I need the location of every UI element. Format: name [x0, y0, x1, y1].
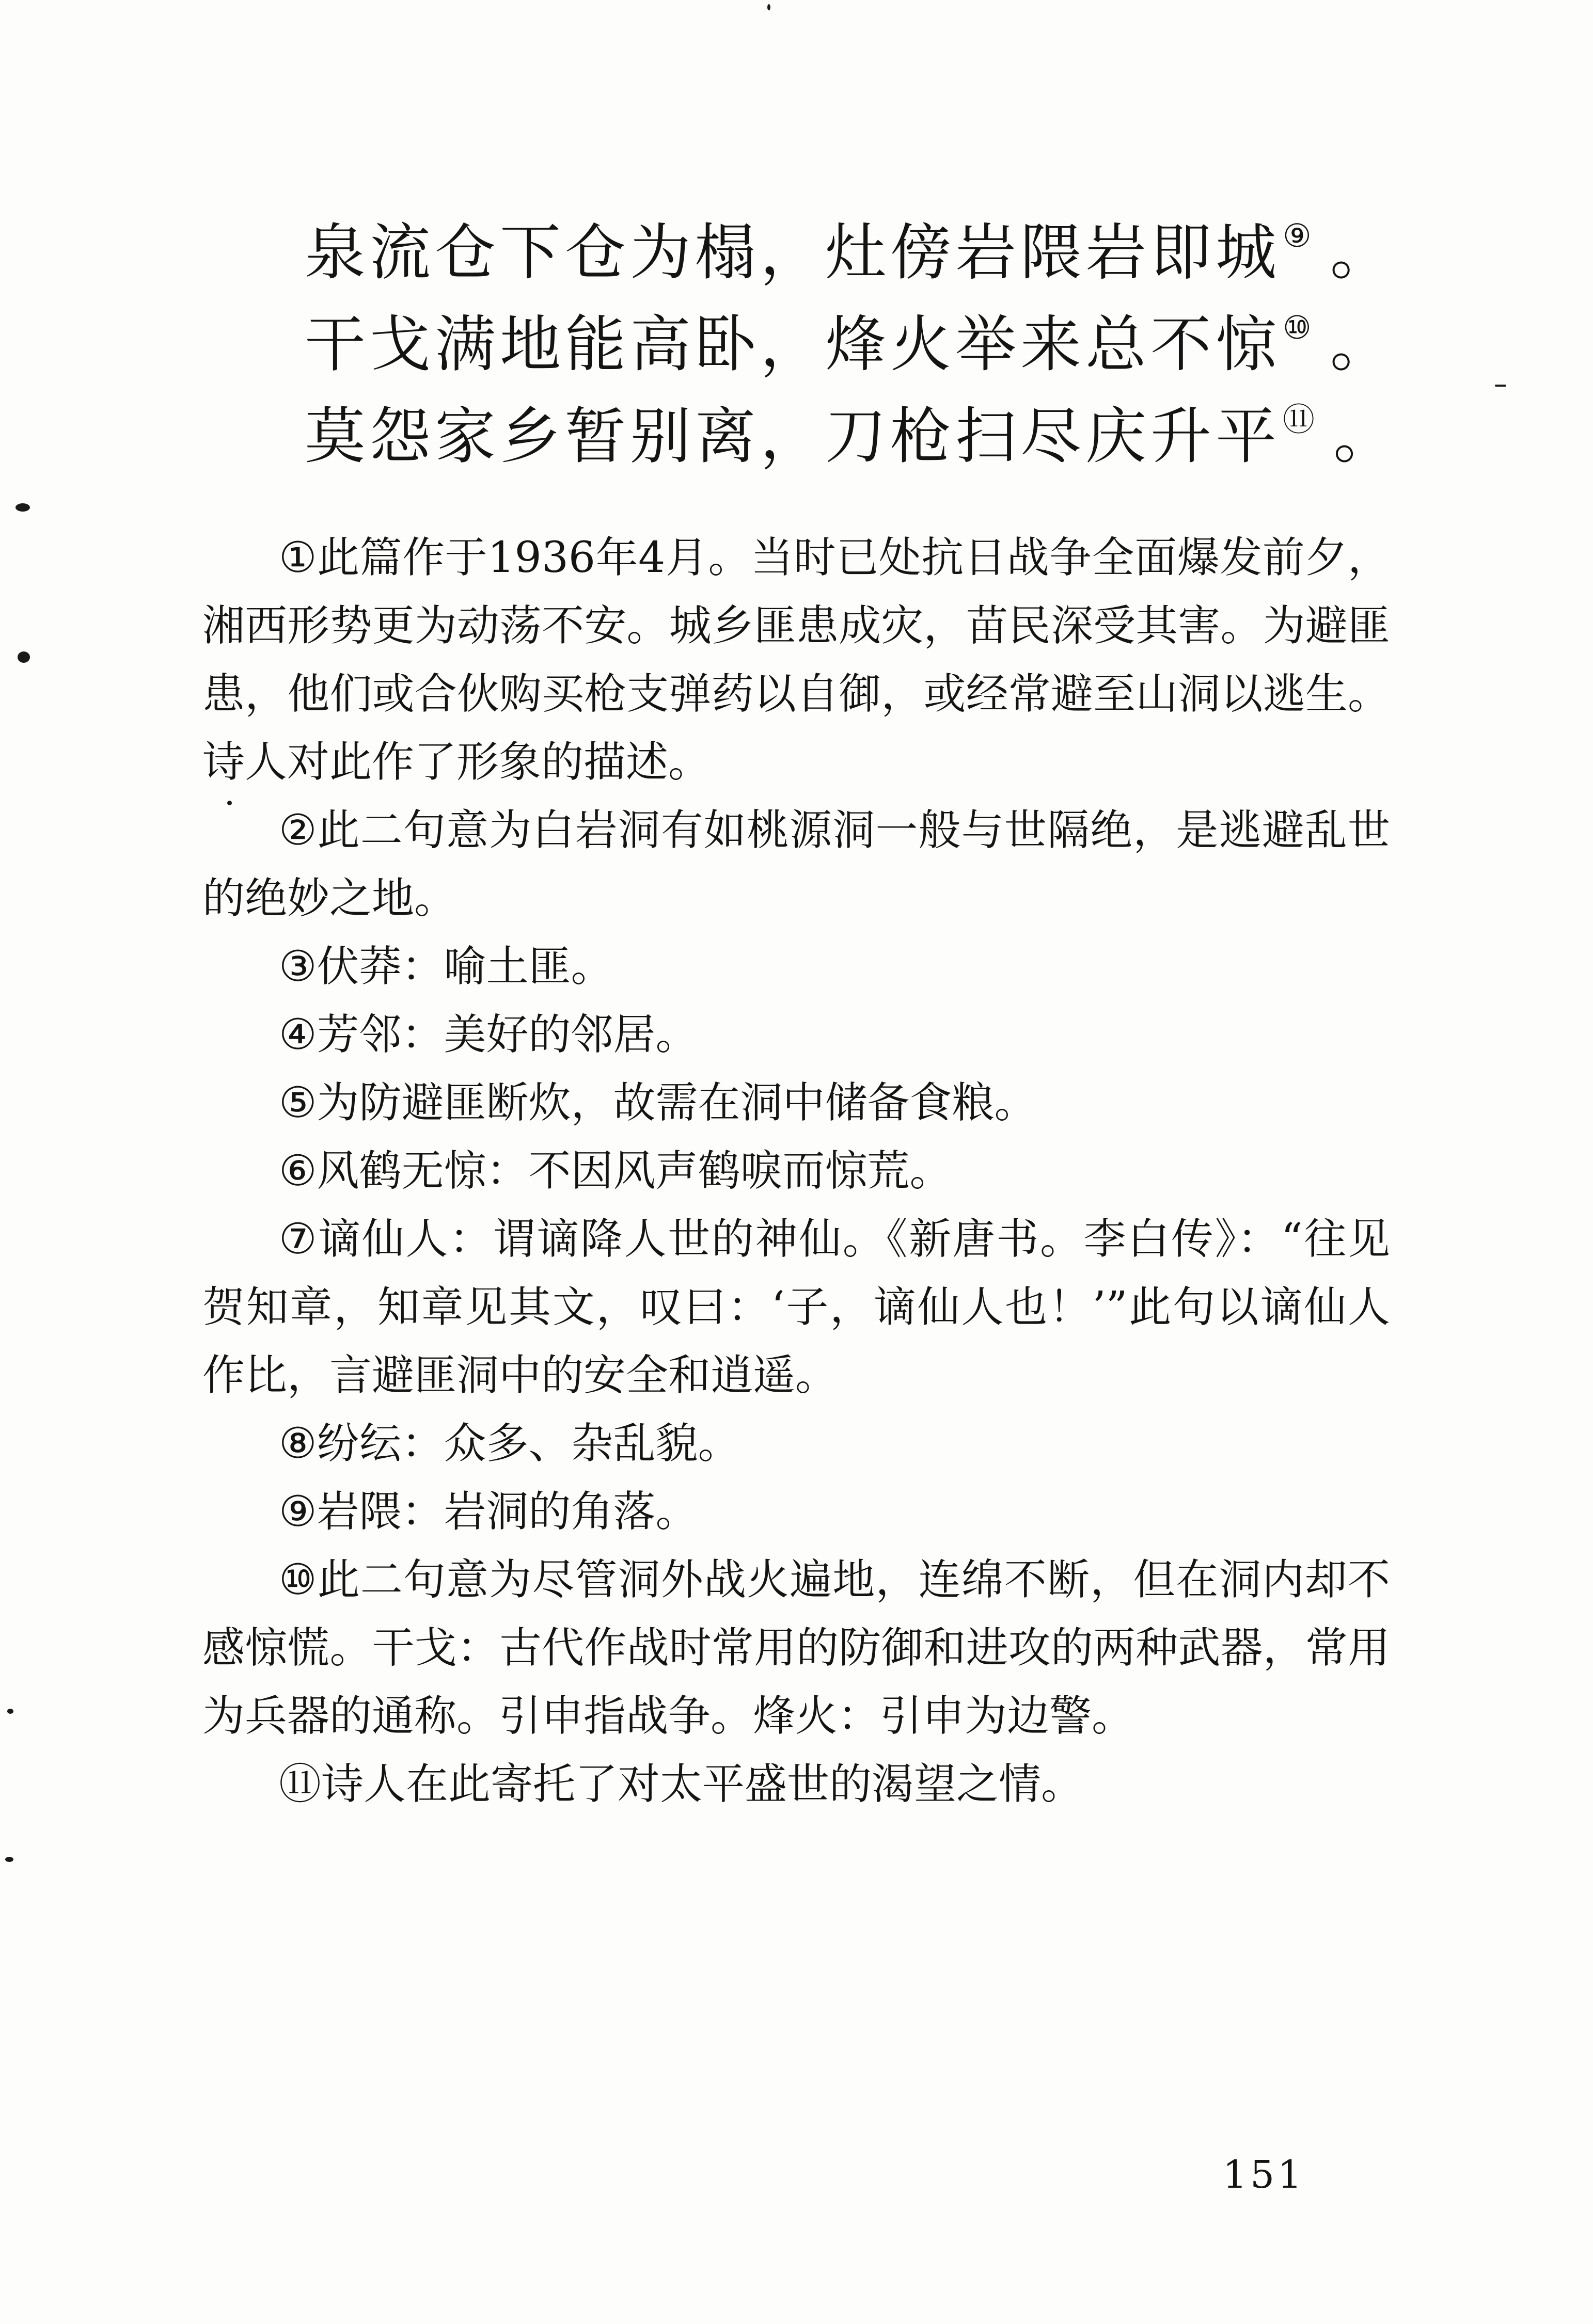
- note-text: 风鹤无惊：不因风声鹤唳而惊荒。: [317, 1147, 952, 1196]
- note-text: 岩隈：岩洞的角落。: [317, 1487, 698, 1536]
- note-item: [202, 524, 1390, 797]
- note-text: 此二句意为白岩洞有如桃源洞一般与世隔绝，是逃避乱世的绝妙之地。: [202, 806, 1390, 923]
- note-number: ⑨: [279, 1487, 317, 1536]
- poem-line-text: 泉流仓下仓为榻，灶傍岩隈岩即城: [305, 217, 1281, 288]
- note-item: [202, 1478, 1390, 1546]
- note-number: ⑪: [279, 1760, 322, 1809]
- scan-speck: [1495, 385, 1506, 387]
- poem-line-end: 。: [1330, 309, 1395, 380]
- scan-speck: [767, 4, 770, 10]
- note-number: ②: [279, 806, 318, 855]
- note-item: [202, 1205, 1390, 1410]
- note-text: 芳邻：美好的邻居。: [317, 1010, 698, 1059]
- poem-line-end: 。: [1330, 217, 1395, 288]
- annotation-notes: [202, 524, 1390, 1819]
- poem-stanza: [305, 217, 1399, 498]
- page-number: 151: [1223, 2153, 1305, 2197]
- note-item: [202, 933, 1390, 1001]
- note-text: 此二句意为尽管洞外战火遍地，连绵不断，但在洞内却不感惊慌。干戈：古代作战时常用的防御和进攻的两种武器，常用为兵器的通称。引申指战争。烽火：引申为边警。: [202, 1555, 1390, 1741]
- note-item: [202, 1001, 1390, 1069]
- scan-speck: [15, 503, 30, 512]
- scan-speck: [227, 801, 232, 805]
- poem-line-text: 莫怨家乡暂别离，刀枪扫尽庆升平: [305, 401, 1281, 472]
- poem-line-end: 。: [1333, 401, 1399, 472]
- note-text: 伏莽：喻土匪。: [317, 942, 613, 991]
- note-item: [202, 1750, 1390, 1819]
- scan-speck: [18, 651, 30, 663]
- footnote-marker: ⑪: [1283, 401, 1319, 438]
- poem-line-text: 干戈满地能高卧，烽火举来总不惊: [305, 309, 1281, 380]
- note-text: 诗人在此寄托了对太平盛世的渴望之情。: [321, 1760, 1084, 1809]
- note-text: 此篇作于1936年4月。当时已处抗日战争全面爆发前夕，湘西形势更为动荡不安。城乡匪患成灾，苗民深受其害。为避匪患，他们或合伙购买枪支弹药以自御，或经常避至山洞以逃生。诗人对此作了形象的描述。: [202, 533, 1391, 787]
- note-number: ⑦: [279, 1215, 319, 1264]
- note-number: ①: [279, 533, 318, 582]
- note-item: [202, 1410, 1390, 1478]
- note-number: ⑥: [279, 1147, 317, 1196]
- note-item: [202, 1069, 1390, 1137]
- note-number: ③: [279, 942, 317, 991]
- scan-speck: [7, 1709, 13, 1714]
- footnote-marker: ⑩: [1283, 309, 1316, 346]
- note-item: [202, 797, 1390, 933]
- poem-line: [305, 401, 1399, 472]
- poem-line: [305, 309, 1395, 380]
- note-item: [202, 1137, 1390, 1205]
- note-number: ⑤: [279, 1078, 317, 1127]
- poem-line: [305, 217, 1395, 288]
- note-item: [202, 1546, 1390, 1750]
- scan-speck: [5, 1857, 13, 1862]
- note-number: ⑧: [279, 1419, 317, 1468]
- note-number: ⑩: [279, 1555, 318, 1604]
- footnote-marker: ⑨: [1283, 217, 1316, 254]
- note-number: ④: [279, 1010, 317, 1059]
- note-text: 谪仙人：谓谪降人世的神仙。《新唐书。李白传》：“往见贺知章，知章见其文，叹曰：‘子，谪仙人也！’”此句以谪仙人作比，言避匪洞中的安全和逍遥。: [202, 1215, 1391, 1400]
- note-text: 纷纭：众多、杂乱貌。: [317, 1419, 740, 1468]
- note-text: 为防避匪断炊，故需在洞中储备食粮。: [317, 1078, 1037, 1127]
